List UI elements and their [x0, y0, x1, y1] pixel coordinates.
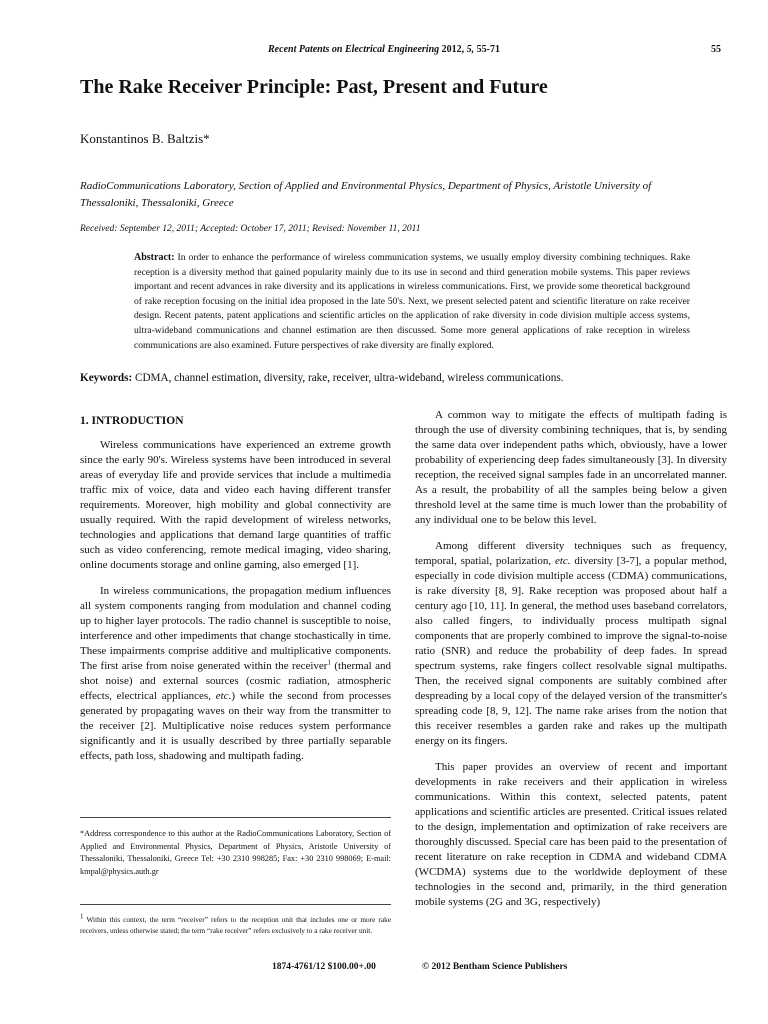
journal-header [0, 44, 768, 55]
abstract-text: In order to enhance the performance of wireless communication systems, we usually employ diversity combining techniques. Rake reception is a diversity method that gained popularity mainly due to its use in second and third generation mobile systems. This paper reviews important and recent advances in rake diversity and its applications in wireless communications. First, we provide some theoretical background of rake reception focusing on the initial idea proposed in the late 50's. Next, we present selected patent and scientific literature on rake receiver design. Recent patents, patent applications and scientific articles on the application of rake diversity in code division multiple access systems, ultra-wideband communications and channel estimation are then discussed. Some more general applications of rake reception in wireless communications are also examined. Future perspectives of rake diversity are finally explored. [134, 252, 691, 351]
right-paragraph-2 [415, 539, 727, 749]
right-paragraph-2-part-b: diversity [3-7], a popular method, especially in code division multiple access (CDMA) communications, is rake diversity [8, 9]. Rake reception was proposed about half a century ago [10, 11]. In general, the method uses baseband correlators, also called fingers, to individually process multipath signal components that are properly combined to improve the signal-to-noise ratio (SNR) and reduce the probability of deep fades. In spread spectrum systems, rake fingers collect resolvable signal multipaths. Then, the received signal components are suitably combined after despreading by a local copy of the delayed version of the transmitter's spreading code [8, 9, 12]. The name rake arises from the notion that this receiver resembles a garden rake and rakes up the multipath energy on its fingers. [415, 555, 727, 747]
issn-price: 1874-4761/12 $100.00+.00 [272, 962, 376, 972]
left-column [80, 414, 391, 775]
keywords-label: Keywords: [80, 372, 133, 384]
abstract-label: Abstract: [134, 252, 175, 263]
paper-title: The Rake Receiver Principle: Past, Present and Future [80, 76, 548, 98]
journal-name: Recent Patents on Electrical Engineering [268, 44, 440, 55]
submission-dates: Received: September 12, 2011; Accepted: October 17, 2011; Revised: November 11, 2011 [80, 224, 421, 234]
footnote-1-marker: 1 [80, 912, 84, 921]
footnote-1 [80, 914, 391, 936]
section-heading-introduction: 1. INTRODUCTION [80, 415, 184, 427]
copyright-notice: © 2012 Bentham Science Publishers [422, 962, 568, 972]
paper-authors: Konstantinos B. Baltzis* [80, 131, 210, 146]
footnote-divider [80, 904, 391, 905]
intro-paragraph-2-part-a: In wireless communications, the propagation medium influences all system components ranging from modulation and channel coding up to higher layer protocols. The radio channel is susceptible to noise, interference and other impediments that change stochastically in time. These impairments comprise additive and multiplicative components. The first arise from noise generated within the receiver [80, 585, 391, 672]
correspondence-footnote: *Address correspondence to this author at the RadioCommunications Laboratory, Section of Applied and Environmental Physics, Department of Physics, Aristotle University of Thessaloniki, Thessaloniki, Greece Tel: +30 2310 998285; Fax: +30 2310 998069; E-mail: kmpal@physics.auth.gr [80, 829, 391, 876]
journal-year: 2012, [441, 44, 465, 55]
right-paragraph-3: This paper provides an overview of recent and important developments in rake receivers and their application in wireless communications. Within this context, selected patents, patent applications and scientific articles are presented. Critical issues related to the design, implementation and optimization of rake receivers are thoroughly discussed. Special care has been paid to the presentation of recent literature on rake reception in CDMA and wideband CDMA (WCDMA) systems due to the worldwide deployment of these technologies in the second and, primarily, in the third generation mobile systems (2G and 3G, respectively) [415, 761, 727, 908]
page-number: 55 [711, 44, 721, 55]
right-paragraph-2-part-a: Among different diversity techniques such as frequency, temporal, spatial, polarization, [415, 540, 727, 567]
footnote-1-text: Within this context, the term “receiver” refers to the reception unit that includes one or more rake receivers, unless otherwise stated; the term “rake receiver” refers exclusively to a rake receiver unit. [80, 915, 391, 936]
keywords-text: CDMA, channel estimation, diversity, rake, receiver, ultra-wideband, wireless communications. [135, 372, 564, 384]
right-paragraph-2-etc: etc. [554, 555, 571, 567]
abstract [134, 251, 690, 353]
right-column [415, 408, 727, 921]
footnote-divider-address [80, 817, 391, 818]
journal-pages: 55-71 [476, 44, 500, 55]
intro-paragraph-2-etc: etc. [215, 690, 232, 702]
footnote-marker-1[interactable]: 1 [327, 658, 331, 667]
intro-paragraph-2 [80, 584, 391, 764]
journal-volume: 5, [466, 44, 475, 55]
keywords [80, 372, 700, 384]
intro-paragraph-1: Wireless communications have experienced an extreme growth since the early 90's. Wireless systems have been introduced in several areas of everyday life and provide services that include a multimedia traffic mix of voice, data and video each having different transfer requirements. Moreover, high mobility and global connectivity are usually required. With the rapid development of wireless networks, technologies and applications that demand large quantities of traffic such as video conferencing, remote medical imaging, video sharing, online documents storage and online gaming, also emerged [1]. [80, 439, 391, 571]
author-affiliation: RadioCommunications Laboratory, Section of Applied and Environmental Physics, Department of Physics, Aristotle University of Thessaloniki, Thessaloniki, Greece [80, 180, 652, 209]
intro-paragraph-2-part-b: (thermal and shot noise) and external sources (cosmic radiation, atmospheric effects, electrical appliances, [80, 660, 391, 702]
right-paragraph-1: A common way to mitigate the effects of multipath fading is through the use of diversity combining techniques, that is, by sending the same data over independent paths which, obviously, have a lower probability of experiencing deep fades simultaneously [3]. In diversity reception, the received signal samples fade in an uncorrelated manner. As a result, the probability of all the samples being below a given threshold level at the same time is much lower than the probability of any individual one to be below this level. [415, 409, 727, 526]
intro-paragraph-2-part-c: ) while the second from processes generated by propagating waves on their way from the transmitter to the receiver [2]. Multiplicative noise reduces system performance significantly and it is usually described by three partially separable effects, path loss, shadowing and multipath fading. [80, 690, 391, 762]
